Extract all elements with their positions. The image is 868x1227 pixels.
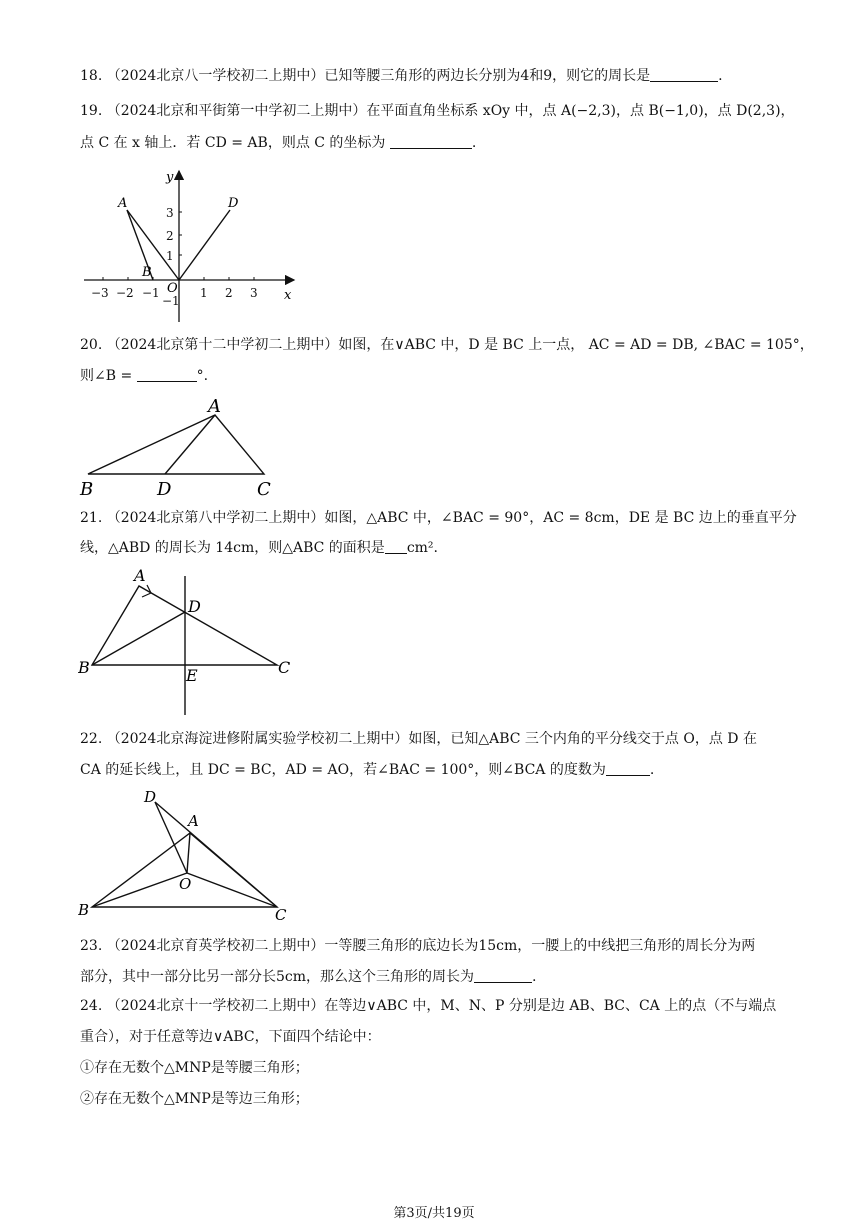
x-tick: 3 [250, 286, 258, 300]
question-19-line-2: 点 C 在 x 轴上．若 CD = AB，则点 C 的坐标为 . [80, 135, 477, 151]
point-b-label: B [78, 901, 90, 919]
point-e-label: E [186, 666, 198, 685]
point-a-label: A [208, 396, 221, 417]
point-c-label: C [275, 906, 287, 924]
answer-blank[interactable] [390, 134, 472, 149]
figure-20-triangle [78, 396, 288, 500]
point-d-label: D [188, 597, 201, 616]
y-tick: 3 [166, 206, 174, 220]
question-21-line-1: 21. （2024北京第八中学初二上期中）如图，△ABC 中，∠BAC = 90°，AC = 8cm，DE 是 BC 边上的垂直平分 [80, 510, 797, 526]
y-axis-label: y [166, 170, 174, 185]
figure-19-coordinate-plane [80, 165, 300, 325]
question-20-line-2: 则∠B = °. [80, 368, 209, 384]
answer-blank[interactable] [137, 367, 197, 382]
origin-label: O [167, 281, 178, 296]
answer-blank[interactable] [606, 761, 650, 776]
question-21-line-2: 线，△ABD 的周长为 14cm，则△ABC 的面积是 cm². [80, 540, 438, 556]
question-20-line-1: 20. （2024北京第十二中学初二上期中）如图，在∨ABC 中，D 是 BC 上一点， AC = AD = DB, ∠BAC = 105°， [80, 337, 814, 353]
page-footer: 第3页/共19页 [393, 1206, 475, 1221]
question-19-line-1: 19. （2024北京和平街第一中学初二上期中）在平面直角坐标系 xOy 中，点 A(−2,3)，点 B(−1,0)，点 D(2,3)， [80, 103, 795, 119]
x-tick: −2 [116, 286, 134, 300]
y-tick: 2 [166, 229, 174, 243]
answer-blank[interactable] [650, 67, 718, 82]
question-22-line-2: CA 的延长线上，且 DC = BC，AD = AO，若∠BAC = 100°，则∠BCA 的度数为 . [80, 762, 655, 778]
question-24-statement-1: ①存在无数个△MNP是等腰三角形； [80, 1060, 309, 1076]
point-o-label: O [179, 875, 192, 893]
figure-22-angle-bisectors [78, 787, 293, 927]
question-24-line-2: 重合），对于任意等边∨ABC，下面四个结论中： [80, 1029, 381, 1045]
point-a-label: A [188, 812, 199, 830]
figure-21-right-triangle [78, 565, 298, 720]
x-tick: 1 [200, 286, 208, 300]
y-tick: −1 [162, 294, 180, 308]
answer-blank[interactable] [385, 539, 407, 554]
question-23-line-1: 23. （2024北京育英学校初二上期中）一等腰三角形的底边长为15cm，一腰上的中线把三角形的周长分为两 [80, 938, 756, 954]
x-tick: −1 [142, 286, 160, 300]
question-24-statement-2: ②存在无数个△MNP是等边三角形； [80, 1091, 309, 1107]
point-b-label: B [80, 479, 94, 500]
x-tick: −3 [91, 286, 109, 300]
question-24-line-1: 24. （2024北京十一学校初二上期中）在等边∨ABC 中，M、N、P 分别是边 AB、BC、CA 上的点（不与端点 [80, 998, 777, 1014]
point-c-label: C [257, 479, 271, 500]
question-23-line-2: 部分，其中一部分比另一部分长5cm，那么这个三角形的周长为 . [80, 969, 537, 985]
question-18: 18. （2024北京八一学校初二上期中）已知等腰三角形的两边长分别为4和9，则它的周长是 . [80, 68, 723, 84]
point-a-label: A [134, 566, 146, 585]
answer-blank[interactable] [474, 968, 532, 983]
question-22-line-1: 22. （2024北京海淀进修附属实验学校初二上期中）如图，已知△ABC 三个内角的平分线交于点 O，点 D 在 [80, 731, 757, 747]
point-b-label: B [78, 658, 90, 677]
y-tick: 1 [166, 249, 174, 263]
point-b-label: B [142, 265, 152, 280]
point-c-label: C [278, 658, 291, 677]
point-d-label: D [228, 196, 239, 211]
point-d-label: D [144, 788, 157, 806]
x-tick: 2 [225, 286, 233, 300]
point-d-label: D [157, 479, 172, 500]
x-axis-label: x [284, 288, 292, 303]
point-a-label: A [118, 196, 128, 211]
